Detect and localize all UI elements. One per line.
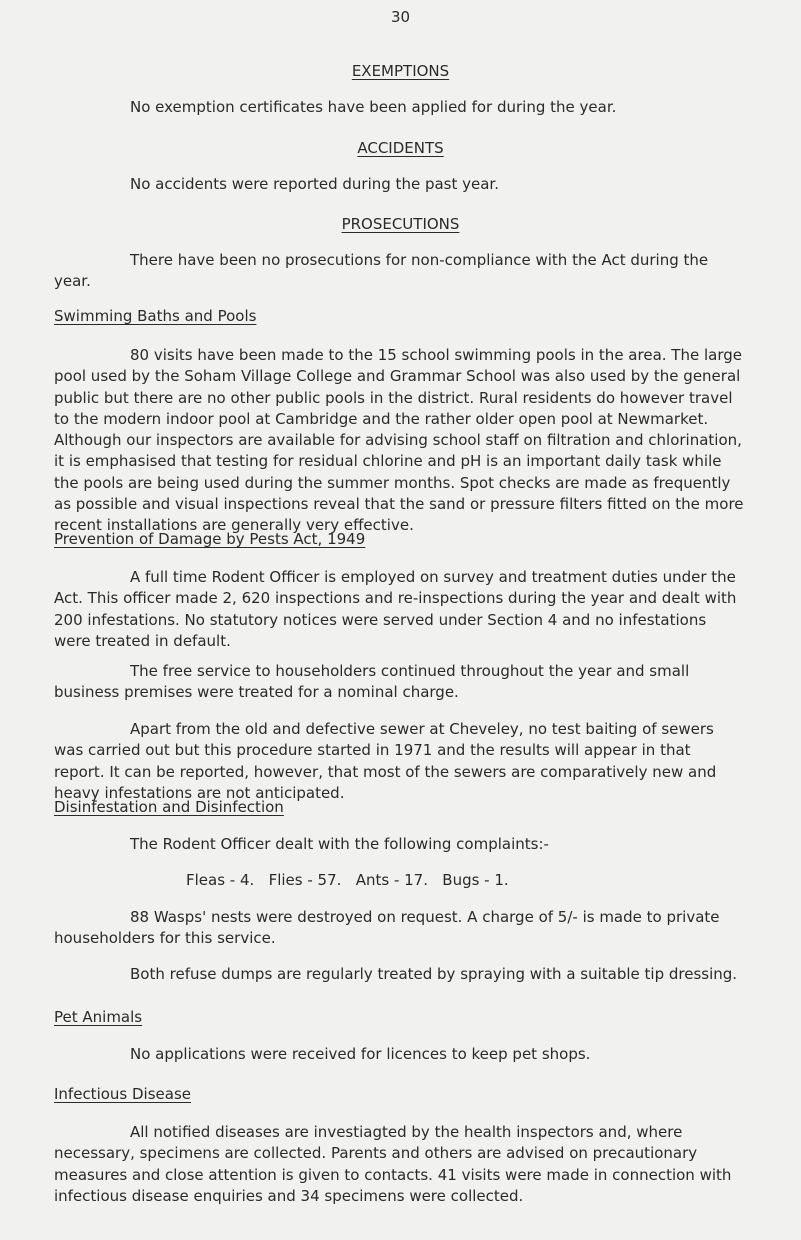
wasps-text: 88 Wasps' nests were destroyed on request. A charge of 5/- is made to private householders for this service. (54, 908, 720, 948)
exemptions-text: No exemption certificates have been applied for during the year. (130, 98, 617, 116)
accidents-text: No accidents were reported during the past year. (130, 175, 499, 193)
swimming-text: 80 visits have been made to the 15 school swimming pools in the area. The large pool used by the Soham Village College and Grammar School was also used by the general public but there are no other public pools in the district. Rural residents do however travel to the modern indoor pool at Cambridge and the rather older open pool at Newmarket. Although our inspectors are available for advising school staff on filtration and chlorination, it is emphasised that testing for residual chlorine and pH is an important daily task while the pools are being used during the summer months. Spot checks are made as frequently as possible and visual inspections reveal that the sand or pressure filters fitted on the more recent installations are generally very effective. (54, 346, 744, 535)
pests-heading: Prevention of Damage by Pests Act, 1949 (54, 530, 366, 548)
pest-counts: Fleas - 4. Flies - 57. Ants - 17. Bugs - 1. (186, 871, 509, 889)
prosecutions-heading: PROSECUTIONS (341, 215, 460, 233)
pests-para-3: Apart from the old and defective sewer at Cheveley, no test baiting of sewers was carried out but this procedure started in 1971 and the results will appear in that report. It can be reported, however, that most of the sewers are comparatively new and heavy infestations are not anticipated. (54, 720, 717, 802)
exemptions-heading: EXEMPTIONS (351, 62, 450, 80)
swimming-heading: Swimming Baths and Pools (54, 307, 257, 325)
pests-para-2: The free service to householders continued throughout the year and small business premises were treated for a nominal charge. (54, 662, 690, 702)
disinfestation-intro: The Rodent Officer dealt with the following complaints:- (130, 835, 549, 853)
accidents-heading: ACCIDENTS (357, 139, 444, 157)
refuse-text: Both refuse dumps are regularly treated by spraying with a suitable tip dressing. (130, 965, 738, 983)
pet-animals-text: No applications were received for licences to keep pet shops. (130, 1045, 591, 1063)
pests-para-1: A full time Rodent Officer is employed on survey and treatment duties under the Act. This officer made 2, 620 inspections and re-inspections during the year and dealt with 200 infestations. No statutory notices were served under Section 4 and no infestations were treated in default. (54, 568, 737, 650)
disinfestation-heading: Disinfestation and Disinfection (54, 798, 284, 816)
infectious-heading: Infectious Disease (54, 1085, 191, 1103)
prosecutions-text: There have been no prosecutions for non-compliance with the Act during the year. (54, 251, 709, 291)
pet-animals-heading: Pet Animals (54, 1008, 143, 1026)
infectious-text: All notified diseases are investiagted by the health inspectors and, where necessary, specimens are collected. Parents and others are advised on precautionary measures and close attention is given to contacts. 41 visits were made in connection with infectious disease enquiries and 34 specimens were collected. (54, 1123, 732, 1205)
page-number: 30 (390, 8, 411, 26)
